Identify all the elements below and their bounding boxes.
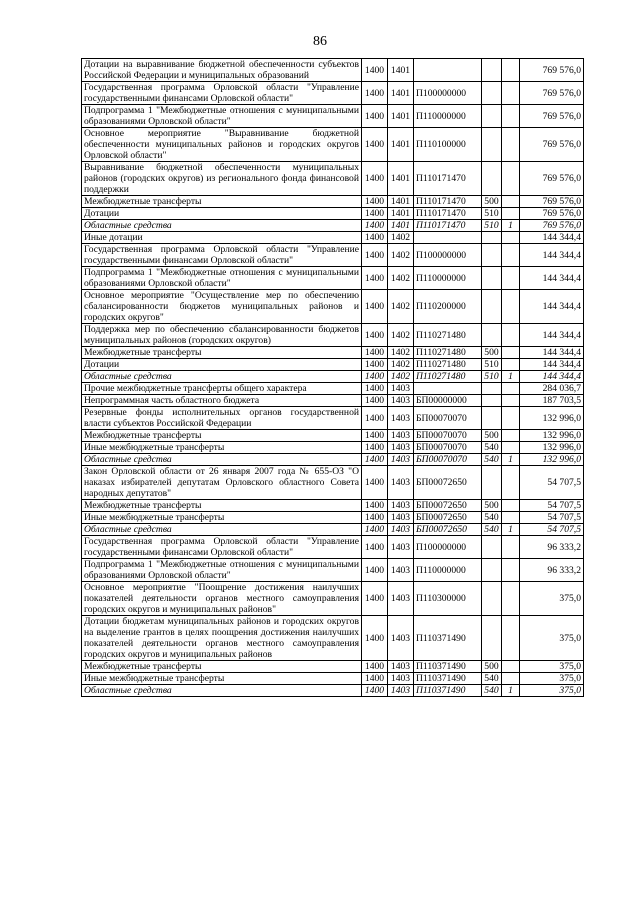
subsection-code: 1403 [388,512,414,524]
expense-type-code: 540 [482,524,502,536]
target-article-code: П110271480 [414,371,482,383]
item-name: Иные межбюджетные трансферты [82,673,362,685]
amount: 769 576,0 [520,82,584,105]
item-name: Межбюджетные трансферты [82,430,362,442]
subsection-code: 1401 [388,162,414,196]
table-row [82,324,584,347]
section-code: 1400 [362,536,388,559]
expense-type-code: 540 [482,685,502,697]
amount: 375,0 [520,661,584,673]
item-name: Дотации бюджетам муниципальных районов и городских округов на выделение грантов в целях поощрения достижения наилучших показателей деятельности органов местного самоуправления городских округов и муниципальных районов [82,616,362,661]
funding-source-code [502,347,520,359]
section-code: 1400 [362,267,388,290]
target-article-code: П110171470 [414,208,482,220]
amount: 54 707,5 [520,500,584,512]
table-row [82,407,584,430]
table-row [82,685,584,697]
expense-type-code [482,290,502,324]
amount: 769 576,0 [520,208,584,220]
funding-source-code [502,324,520,347]
expense-type-code: 500 [482,347,502,359]
target-article-code: П100000000 [414,82,482,105]
amount: 769 576,0 [520,59,584,82]
target-article-code [414,59,482,82]
expense-type-code: 500 [482,500,502,512]
item-name: Подпрограмма 1 "Межбюджетные отношения с муниципальными образованиями Орловской области" [82,105,362,128]
funding-source-code [502,430,520,442]
target-article-code: БП00070070 [414,407,482,430]
target-article-code: П110371490 [414,661,482,673]
table-row [82,466,584,500]
section-code: 1400 [362,105,388,128]
target-article-code [414,232,482,244]
target-article-code: П110371490 [414,685,482,697]
target-article-code [414,383,482,395]
section-code: 1400 [362,220,388,232]
table-row [82,208,584,220]
item-name: Межбюджетные трансферты [82,196,362,208]
item-name: Основное мероприятие "Выравнивание бюджетной обеспеченности муниципальных районов и городских округов Орловской области" [82,128,362,162]
amount: 375,0 [520,685,584,697]
expense-type-code: 510 [482,208,502,220]
table-row [82,616,584,661]
item-name: Межбюджетные трансферты [82,661,362,673]
table-row [82,290,584,324]
funding-source-code [502,162,520,196]
expense-type-code [482,383,502,395]
item-name: Областные средства [82,454,362,466]
section-code: 1400 [362,208,388,220]
target-article-code: П110171470 [414,196,482,208]
table-row [82,454,584,466]
amount: 769 576,0 [520,220,584,232]
item-name: Областные средства [82,685,362,697]
expense-type-code [482,105,502,128]
amount: 187 703,5 [520,395,584,407]
subsection-code: 1403 [388,559,414,582]
funding-source-code [502,661,520,673]
target-article-code: БП00070070 [414,454,482,466]
table-row [82,512,584,524]
item-name: Подпрограмма 1 "Межбюджетные отношения с муниципальными образованиями Орловской области" [82,267,362,290]
target-article-code: П110000000 [414,105,482,128]
section-code: 1400 [362,162,388,196]
amount: 769 576,0 [520,105,584,128]
expense-type-code [482,324,502,347]
table-row [82,383,584,395]
subsection-code: 1403 [388,616,414,661]
expense-type-code: 510 [482,371,502,383]
expense-type-code [482,59,502,82]
funding-source-code [502,359,520,371]
section-code: 1400 [362,500,388,512]
funding-source-code [502,536,520,559]
section-code: 1400 [362,454,388,466]
expense-type-code [482,616,502,661]
subsection-code: 1401 [388,59,414,82]
expense-type-code: 500 [482,661,502,673]
target-article-code: П110100000 [414,128,482,162]
funding-source-code: 1 [502,220,520,232]
section-code: 1400 [362,59,388,82]
item-name: Резервные фонды исполнительных органов государственной власти субъектов Российской Федерации [82,407,362,430]
subsection-code: 1403 [388,661,414,673]
subsection-code: 1403 [388,395,414,407]
amount: 96 333,2 [520,536,584,559]
amount: 144 344,4 [520,359,584,371]
target-article-code: БП00072650 [414,524,482,536]
amount: 144 344,4 [520,324,584,347]
expense-type-code: 500 [482,196,502,208]
section-code: 1400 [362,371,388,383]
funding-source-code [502,559,520,582]
item-name: Выравнивание бюджетной обеспеченности муниципальных районов (городских округов) из регионального фонда финансовой поддержки [82,162,362,196]
table-row [82,661,584,673]
subsection-code: 1403 [388,685,414,697]
funding-source-code [502,383,520,395]
target-article-code: П110000000 [414,267,482,290]
subsection-code: 1402 [388,267,414,290]
item-name: Дотации [82,359,362,371]
section-code: 1400 [362,673,388,685]
table-row [82,430,584,442]
subsection-code: 1402 [388,324,414,347]
expense-type-code: 540 [482,512,502,524]
item-name: Поддержка мер по обеспечению сбалансированности бюджетов муниципальных районов (городских округов) [82,324,362,347]
subsection-code: 1402 [388,244,414,267]
funding-source-code [502,616,520,661]
subsection-code: 1401 [388,196,414,208]
section-code: 1400 [362,524,388,536]
expense-type-code: 500 [482,430,502,442]
expense-type-code [482,128,502,162]
subsection-code: 1403 [388,500,414,512]
section-code: 1400 [362,685,388,697]
subsection-code: 1402 [388,347,414,359]
funding-source-code [502,442,520,454]
subsection-code: 1402 [388,359,414,371]
target-article-code: БП00072650 [414,512,482,524]
target-article-code: БП00072650 [414,500,482,512]
expense-type-code: 510 [482,220,502,232]
table-row [82,347,584,359]
section-code: 1400 [362,661,388,673]
subsection-code: 1403 [388,454,414,466]
item-name: Подпрограмма 1 "Межбюджетные отношения с муниципальными образованиями Орловской области" [82,559,362,582]
section-code: 1400 [362,324,388,347]
item-name: Иные межбюджетные трансферты [82,512,362,524]
table-row [82,82,584,105]
amount: 132 996,0 [520,407,584,430]
amount: 96 333,2 [520,559,584,582]
subsection-code: 1403 [388,383,414,395]
target-article-code: БП00072650 [414,466,482,500]
section-code: 1400 [362,512,388,524]
amount: 375,0 [520,582,584,616]
amount: 375,0 [520,616,584,661]
expense-type-code: 540 [482,442,502,454]
section-code: 1400 [362,442,388,454]
expense-type-code [482,82,502,105]
target-article-code: П100000000 [414,244,482,267]
section-code: 1400 [362,244,388,267]
funding-source-code [502,500,520,512]
section-code: 1400 [362,347,388,359]
section-code: 1400 [362,82,388,105]
section-code: 1400 [362,395,388,407]
target-article-code: БП00070070 [414,442,482,454]
amount: 54 707,5 [520,512,584,524]
subsection-code: 1402 [388,371,414,383]
funding-source-code: 1 [502,685,520,697]
target-article-code: П110271480 [414,359,482,371]
table-row [82,359,584,371]
funding-source-code [502,232,520,244]
amount: 144 344,4 [520,244,584,267]
item-name: Областные средства [82,371,362,383]
target-article-code: П110371490 [414,616,482,661]
table-row [82,196,584,208]
item-name: Прочие межбюджетные трансферты общего характера [82,383,362,395]
item-name: Государственная программа Орловской области "Управление государственными финансами Орловской области" [82,82,362,105]
section-code: 1400 [362,616,388,661]
table-row [82,267,584,290]
target-article-code: БП00070070 [414,430,482,442]
page-number: 86 [313,34,327,49]
table-row [82,105,584,128]
expense-type-code: 510 [482,359,502,371]
item-name: Государственная программа Орловской области "Управление государственными финансами Орловской области" [82,536,362,559]
table-row [82,395,584,407]
table-row [82,524,584,536]
section-code: 1400 [362,359,388,371]
funding-source-code [502,128,520,162]
subsection-code: 1402 [388,290,414,324]
amount: 375,0 [520,673,584,685]
target-article-code: П110171470 [414,162,482,196]
expense-type-code [482,162,502,196]
item-name: Основное мероприятие "Поощрение достижения наилучших показателей деятельности органов местного самоуправления городских округов и муниципальных районов" [82,582,362,616]
subsection-code: 1401 [388,105,414,128]
expense-type-code [482,582,502,616]
expense-type-code [482,267,502,290]
table-row [82,371,584,383]
funding-source-code [502,407,520,430]
table-row [82,536,584,559]
funding-source-code [502,512,520,524]
funding-source-code [502,208,520,220]
expense-type-code [482,559,502,582]
subsection-code: 1403 [388,442,414,454]
subsection-code: 1401 [388,208,414,220]
amount: 284 036,7 [520,383,584,395]
section-code: 1400 [362,582,388,616]
expense-type-code [482,395,502,407]
subsection-code: 1403 [388,430,414,442]
table-row [82,500,584,512]
funding-source-code: 1 [502,524,520,536]
amount: 144 344,4 [520,290,584,324]
target-article-code: БП00000000 [414,395,482,407]
subsection-code: 1401 [388,220,414,232]
funding-source-code [502,82,520,105]
item-name: Закон Орловской области от 26 января 2007 года № 655-ОЗ "О наказах избирателей депутатам Орловского областного Совета народных депутатов" [82,466,362,500]
expense-type-code [482,536,502,559]
subsection-code: 1401 [388,128,414,162]
funding-source-code: 1 [502,371,520,383]
target-article-code: П110171470 [414,220,482,232]
table-row [82,582,584,616]
amount: 132 996,0 [520,430,584,442]
amount: 144 344,4 [520,371,584,383]
funding-source-code [502,290,520,324]
funding-source-code [502,59,520,82]
subsection-code: 1403 [388,673,414,685]
subsection-code: 1403 [388,407,414,430]
expense-type-code [482,232,502,244]
budget-table [81,58,584,697]
subsection-code: 1403 [388,466,414,500]
item-name: Иные межбюджетные трансферты [82,442,362,454]
expense-type-code [482,244,502,267]
target-article-code: П110300000 [414,582,482,616]
target-article-code: П100000000 [414,536,482,559]
section-code: 1400 [362,466,388,500]
amount: 144 344,4 [520,267,584,290]
item-name: Дотации [82,208,362,220]
item-name: Непрограммная часть областного бюджета [82,395,362,407]
funding-source-code [502,395,520,407]
item-name: Дотации на выравнивание бюджетной обеспеченности субъектов Российской Федерации и муниципальных образований [82,59,362,82]
item-name: Межбюджетные трансферты [82,500,362,512]
amount: 132 996,0 [520,442,584,454]
section-code: 1400 [362,559,388,582]
table-row [82,673,584,685]
amount: 769 576,0 [520,162,584,196]
table-row [82,59,584,82]
item-name: Межбюджетные трансферты [82,347,362,359]
subsection-code: 1403 [388,536,414,559]
table-row [82,232,584,244]
amount: 769 576,0 [520,196,584,208]
section-code: 1400 [362,290,388,324]
expense-type-code [482,407,502,430]
funding-source-code [502,466,520,500]
funding-source-code [502,673,520,685]
target-article-code: П110200000 [414,290,482,324]
funding-source-code [502,582,520,616]
subsection-code: 1403 [388,582,414,616]
target-article-code: П110271480 [414,324,482,347]
table-row [82,128,584,162]
target-article-code: П110271480 [414,347,482,359]
funding-source-code [502,196,520,208]
subsection-code: 1401 [388,82,414,105]
target-article-code: П110000000 [414,559,482,582]
amount: 54 707,5 [520,524,584,536]
subsection-code: 1402 [388,232,414,244]
item-name: Государственная программа Орловской области "Управление государственными финансами Орловской области" [82,244,362,267]
funding-source-code [502,105,520,128]
funding-source-code: 1 [502,454,520,466]
item-name: Основное мероприятие "Осуществление мер по обеспечению сбалансированности бюджетов муниципальных районов и городских округов" [82,290,362,324]
item-name: Областные средства [82,220,362,232]
amount: 769 576,0 [520,128,584,162]
table-body [82,59,584,697]
item-name: Областные средства [82,524,362,536]
amount: 54 707,5 [520,466,584,500]
section-code: 1400 [362,232,388,244]
table-row [82,220,584,232]
amount: 144 344,4 [520,232,584,244]
section-code: 1400 [362,196,388,208]
table-row [82,559,584,582]
table-row [82,162,584,196]
section-code: 1400 [362,128,388,162]
section-code: 1400 [362,430,388,442]
expense-type-code: 540 [482,454,502,466]
expense-type-code [482,466,502,500]
table-row [82,442,584,454]
target-article-code: П110371490 [414,673,482,685]
section-code: 1400 [362,407,388,430]
expense-type-code: 540 [482,673,502,685]
funding-source-code [502,267,520,290]
amount: 132 996,0 [520,454,584,466]
funding-source-code [502,244,520,267]
subsection-code: 1403 [388,524,414,536]
section-code: 1400 [362,383,388,395]
table-row [82,244,584,267]
amount: 144 344,4 [520,347,584,359]
item-name: Иные дотации [82,232,362,244]
